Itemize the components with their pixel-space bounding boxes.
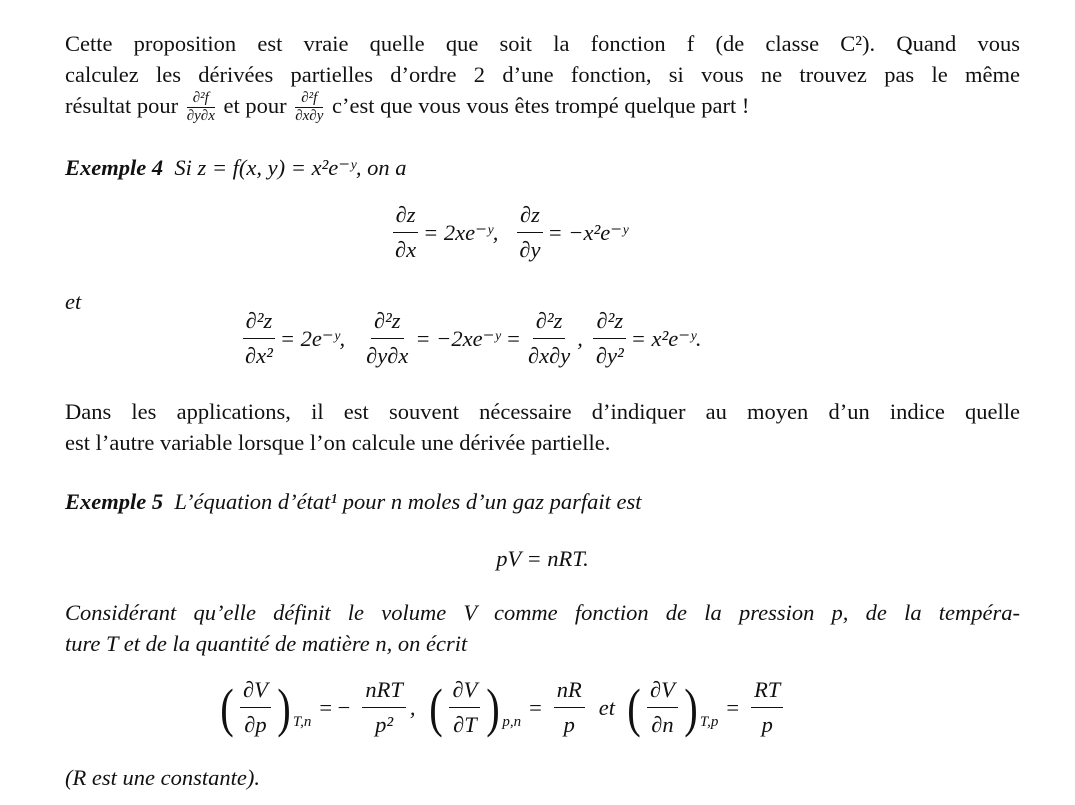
- equation-first-derivatives: [388, 200, 628, 265]
- paragraph-line: Cette proposition est vraie quelle que soit la fonction f (de classe C²). Quand vous: [65, 31, 1020, 56]
- connector-text: et: [598, 695, 616, 720]
- equation-text: = −x²e⁻ʸ: [547, 220, 628, 245]
- equation-second-derivatives: [238, 306, 701, 371]
- fraction-denominator: p: [761, 712, 773, 737]
- fraction-numerator: ∂z: [517, 200, 543, 233]
- fraction-denominator: ∂y∂x: [186, 108, 215, 125]
- fraction: [295, 91, 323, 124]
- subscript: T,p: [699, 714, 719, 730]
- fraction-numerator: RT: [751, 675, 783, 708]
- connector-text: et: [65, 289, 82, 314]
- equation-operator: = −: [319, 695, 351, 720]
- equation-text: = 2xe⁻ʸ,: [423, 220, 499, 245]
- equation-text: ,: [577, 326, 583, 351]
- fraction-numerator: ∂²f: [187, 91, 215, 108]
- fraction-numerator: ∂z: [393, 200, 419, 233]
- equation-text: = 2e⁻ʸ,: [279, 326, 346, 351]
- fraction-denominator: p²: [375, 712, 394, 737]
- text-fragment: c’est que vous vous êtes trompé quelque part !: [331, 93, 750, 118]
- equation-text: = −2xe⁻ʸ =: [415, 326, 521, 351]
- left-paren: (: [627, 677, 641, 738]
- fraction: [751, 675, 783, 740]
- fraction-numerator: nRT: [362, 675, 406, 708]
- left-paren: (: [220, 677, 234, 738]
- example-label: Exemple 5: [65, 489, 164, 514]
- fraction-denominator: ∂p: [244, 712, 267, 737]
- paragraph-line: Considérant qu’elle définit le volume V comme fonction de la pression p, de la tempéra-: [65, 600, 1020, 625]
- fraction-numerator: ∂²z: [243, 306, 276, 339]
- fraction-numerator: ∂V: [647, 675, 678, 708]
- example-label: Exemple 4: [65, 155, 164, 180]
- fraction-numerator: ∂²z: [593, 306, 626, 339]
- paragraph-line: Dans les applications, il est souvent nécessaire d’indiquer au moyen d’un indice quelle: [65, 399, 1020, 424]
- example-text: L’équation d’état¹ pour n moles d’un gaz parfait est: [174, 489, 642, 514]
- equation-text: = x²e⁻ʸ.: [630, 326, 702, 351]
- example-heading: [65, 486, 1020, 517]
- example-text: Si z = f(x, y) = x²e⁻ʸ, on a: [174, 155, 407, 180]
- fraction-numerator: ∂²z: [533, 306, 566, 339]
- right-paren: ): [486, 677, 501, 738]
- fraction-denominator: ∂y∂x: [366, 343, 409, 368]
- equation-operator: =: [726, 695, 740, 720]
- fraction: [392, 200, 419, 265]
- fraction-numerator: ∂V: [449, 675, 480, 708]
- right-paren: ): [277, 677, 291, 738]
- fraction-numerator: ∂²z: [371, 306, 404, 339]
- text-fragment: résultat pour: [65, 93, 179, 118]
- gas-equation: pV = nRT.: [496, 546, 589, 571]
- fraction-denominator: p: [563, 712, 575, 737]
- paragraph-line: calculez les dérivées partielles d’ordre 2 d’une fonction, si vous ne trouvez pas le même: [65, 62, 1020, 87]
- fraction-numerator: ∂²f: [295, 91, 323, 108]
- constant-note: (R est une constante).: [65, 765, 260, 790]
- fraction: [362, 675, 406, 740]
- right-paren: ): [684, 677, 698, 738]
- fraction: [554, 675, 585, 740]
- fraction-denominator: ∂x: [395, 237, 417, 262]
- fraction-denominator: ∂x²: [245, 343, 273, 368]
- fraction-denominator: ∂y²: [595, 343, 624, 368]
- equation-text: ,: [409, 695, 416, 720]
- fraction-denominator: ∂x∂y: [295, 108, 324, 125]
- paragraph-line: ture T et de la quantité de matière n, on écrit: [65, 631, 468, 656]
- equation-operator: =: [529, 695, 542, 720]
- subscript: p,n: [502, 714, 522, 730]
- fraction: [242, 306, 276, 371]
- subscript: T,n: [292, 714, 312, 730]
- fraction-denominator: ∂n: [651, 712, 674, 737]
- paragraph-line: [65, 90, 1020, 124]
- paragraph-line: est l’autre variable lorsque l’on calcule une dérivée partielle.: [65, 430, 611, 455]
- fraction: [449, 675, 480, 740]
- fraction-denominator: ∂x∂y: [528, 343, 571, 368]
- fraction-numerator: nR: [554, 675, 585, 708]
- fraction: [516, 200, 543, 265]
- text-fragment: et pour: [223, 93, 287, 118]
- left-paren: (: [429, 677, 444, 738]
- equation-partial-volumes: [218, 675, 787, 740]
- fraction-denominator: ∂y: [519, 237, 541, 262]
- fraction: [647, 675, 678, 740]
- fraction-numerator: ∂V: [240, 675, 271, 708]
- fraction: [593, 306, 627, 371]
- fraction: [187, 91, 215, 124]
- fraction: [363, 306, 411, 371]
- example-heading: [65, 152, 1020, 183]
- fraction: [240, 675, 271, 740]
- fraction: [525, 306, 573, 371]
- fraction-denominator: ∂T: [453, 712, 477, 737]
